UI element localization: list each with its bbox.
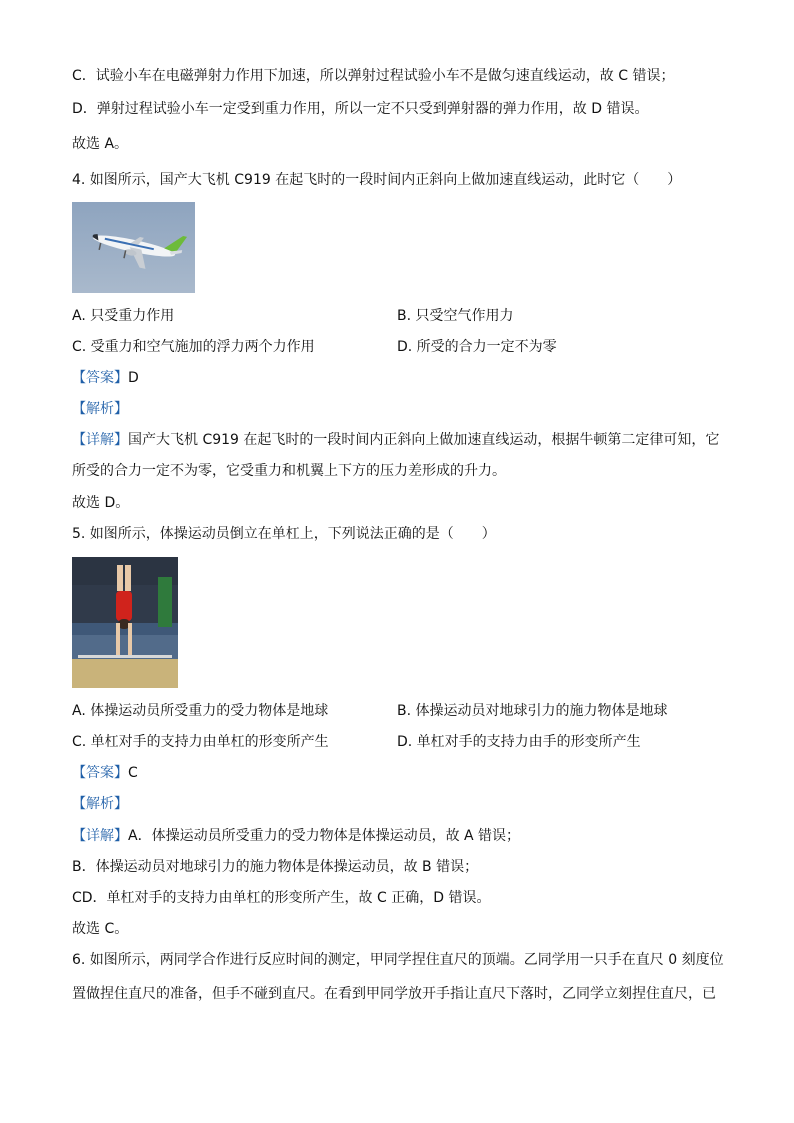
q5-option-c: C. 单杠对手的支持力由单杠的形变所产生 [72,734,329,750]
q4-choice: 故选 D。 [72,495,130,511]
q5-detail-line-3: CD．单杠对手的支持力由单杠的形变所产生，故 C 正确，D 错误。 [72,890,491,906]
q4-stem: 4. 如图所示，国产大飞机 C919 在起飞时的一段时间内正斜向上做加速直线运动，此时它（ ） [72,172,682,188]
q6-stem-line-1: 6. 如图所示，两同学合作进行反应时间的测定，甲同学捏住直尺的顶端。乙同学用一只手在直尺 0 刻度位 [72,952,724,968]
prev-choice: 故选 A。 [72,136,129,152]
q5-analysis-tag: 【解析】 [72,796,128,812]
answer-value: D [128,370,139,386]
q5-answer [72,763,138,783]
detail-text: 国产大飞机 C919 在起飞时的一段时间内正斜向上做加速直线运动，根据牛顿第二定律可知，它 [128,432,720,448]
q5-detail-line-2: B．体操运动员对地球引力的施力物体是体操运动员，故 B 错误； [72,859,479,875]
q5-option-b: B. 体操运动员对地球引力的施力物体是地球 [397,703,668,719]
q4-option-a: A. 只受重力作用 [72,308,175,324]
gymnast-image [72,557,178,688]
q4-analysis-tag: 【解析】 [72,401,128,417]
q5-detail-line-1 [72,826,520,846]
q6-stem-line-2: 置做捏住直尺的准备，但手不碰到直尺。在看到甲同学放开手指让直尺下落时，乙同学立刻捏住直尺，已 [72,986,716,1002]
detail-tag: 【详解】 [72,432,128,448]
q4-option-d: D. 所受的合力一定不为零 [397,339,557,355]
q4-option-b: B. 只受空气作用力 [397,308,514,324]
answer-tag: 【答案】 [72,370,128,386]
answer-value: C [128,765,138,781]
q5-choice: 故选 C。 [72,921,129,937]
answer-tag: 【答案】 [72,765,128,781]
q4-detail-line-2: 所受的合力一定不为零，它受重力和机翼上下方的压力差形成的升力。 [72,463,506,479]
c919-airplane-picture [72,202,195,293]
prev-option-d-analysis: D．弹射过程试验小车一定受到重力作用，所以一定不只受到弹射器的弹力作用，故 D 错误。 [72,101,649,117]
q5-stem: 5. 如图所示，体操运动员倒立在单杠上，下列说法正确的是（ ） [72,526,496,542]
prev-option-c-analysis: C．试验小车在电磁弹射力作用下加速，所以弹射过程试验小车不是做匀速直线运动，故 C 错误； [72,68,675,84]
q4-detail-line-1 [72,430,719,450]
gymnast-handstand-picture [72,557,178,688]
airplane-image [72,202,195,293]
detail-tag: 【详解】 [72,828,128,844]
detail-text: A．体操运动员所受重力的受力物体是体操运动员，故 A 错误； [128,828,521,844]
q4-option-c: C. 受重力和空气施加的浮力两个力作用 [72,339,315,355]
q5-option-a: A. 体操运动员所受重力的受力物体是地球 [72,703,329,719]
q4-answer [72,368,139,388]
q5-option-d: D. 单杠对手的支持力由手的形变所产生 [397,734,641,750]
